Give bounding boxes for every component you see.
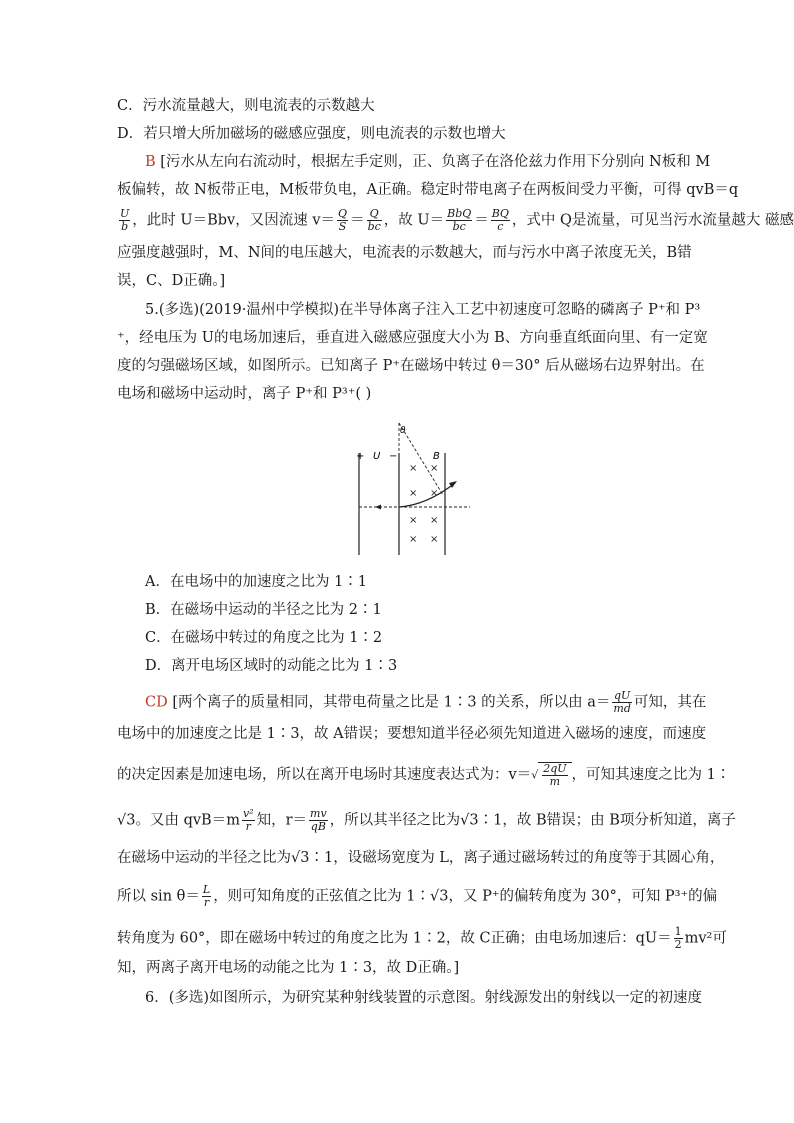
plus-label: + — [356, 451, 365, 462]
cross-mark: × — [430, 463, 439, 474]
answer-5-line-5: 在磁场中运动的半径之比为√3∶1，设磁场宽度为 L，离子通过磁场转过的角度等于其圆心角， — [117, 850, 725, 866]
question-5-line-2: ⁺，经电压为 U的电场加速后，垂直进入磁感应强度大小为 B、方向垂直纸面向里、有一定宽 — [117, 330, 708, 346]
question-5-line-1: 5.(多选)(2019·温州中学模拟)在半导体离子注入工艺中初速度可忽略的磷离子 P⁺和 P³ — [145, 302, 701, 318]
answer-4-label: B — [145, 154, 156, 170]
question-5-line-4: 电场和磁场中运动时，离子 P⁺和 P³⁺( ) — [117, 386, 372, 402]
answer-4-line-1: B [污水从左向右流动时，根据左手定则，正、负离子在洛伦兹力作用下分别向 N板和 M — [145, 154, 711, 170]
answer-4-line-5: 误，C、D正确。] — [117, 273, 226, 289]
answer-4-line-3: $\frac{U}{b}$ ，此时 U＝Bbv，又因流速 v＝ $\frac{Q}{S}$ ＝ $\frac{Q}{bc}$ ，故 U＝ $\frac{\text{BbQ}}{bc}$ ＝ $\frac{BQ}{c}$ ，式中 Q是流量，可见当污水流量越大 磁感 — [120, 207, 794, 233]
answer-5-line-6: 所以 sin θ＝ $\frac{L}{r}$ ，则可知角度的正弦值之比为 1∶√3，又 P⁺的偏转角度为 30°，可知 P³⁺的偏 — [117, 883, 718, 909]
question-6-line-1: 6．(多选)如图所示，为研究某种射线装置的示意图。射线源发出的射线以一定的初速度 — [145, 990, 703, 1006]
option-c: C．在磁场中转过的角度之比为 1∶2 — [145, 630, 383, 646]
cross-mark: × — [409, 463, 418, 474]
option-a: A．在电场中的加速度之比为 1∶1 — [145, 574, 368, 590]
answer-5-label: CD — [145, 694, 168, 711]
minus-label: − — [389, 451, 398, 462]
entry-arrow — [375, 505, 381, 510]
option-c-prev: C．污水流量越大，则电流表的示数越大 — [117, 98, 375, 114]
answer-5-line-3: 的决定因素是加速电场，所以在离开电场时其速度表达式为：v＝√ $\frac{2qU}{m}$ ，可知其速度之比为 1∶ — [117, 762, 731, 788]
b-label: B — [433, 451, 440, 462]
question-5-line-3: 度的匀强磁场区域，如图所示。已知离子 P⁺在磁场中转过 θ＝30° 后从磁场右边界射出。在 — [117, 358, 705, 374]
answer-5-line-7: 转角度为 60°，即在磁场中转过的角度之比为 1∶2，故 C正确；由电场加速后：qU＝ $\frac{1}{2}$ mv²可 — [117, 925, 727, 951]
option-d-prev: D．若只增大所加磁场的磁感应强度，则电流表的示数也增大 — [117, 126, 506, 142]
field-crosses — [409, 463, 438, 545]
physics-figure — [345, 415, 475, 560]
answer-4-line-4: 应强度越强时，M、N间的电压越大，电流表的示数越大，而与污水中离子浓度无关，B错 — [117, 245, 692, 261]
option-d: D．离开电场区域时的动能之比为 1∶3 — [145, 658, 398, 674]
cross-mark: × — [409, 515, 418, 526]
answer-4-line-2: 板偏转，故 N板带正电，M板带负电，A正确。稳定时带电离子在两板间受力平衡，可得 qvB＝q — [117, 182, 739, 198]
cross-mark: × — [430, 488, 439, 499]
answer-5-line-1: CD [两个离子的质量相同，其带电荷量之比是 1∶3 的关系，所以由 a＝ $\frac{qU}{md}$ 可知，其在 — [145, 689, 707, 715]
answer-5-line-2: 电场中的加速度之比是 1∶3，故 A错误；要想知道半径必须先知道进入磁场的速度，而速度 — [117, 726, 707, 742]
answer-5-line-8: 知，两离子离开电场的动能之比为 1∶3，故 D正确。] — [117, 960, 460, 976]
cross-mark: × — [409, 488, 418, 499]
u-label: U — [373, 451, 381, 462]
ion-trajectory — [399, 483, 455, 507]
cross-mark: × — [430, 515, 439, 526]
answer-5-line-4: √3。又由 qvB＝m $\frac{\text{v²}}{r}$ 知，r＝ $\frac{mv}{qB}$ ，所以其半径之比为√3∶1，故 B错误；由 B项分析知道，离子 — [117, 807, 736, 833]
option-b: B．在磁场中运动的半径之比为 2∶1 — [145, 602, 382, 618]
theta-label: θ — [400, 426, 406, 436]
cross-mark: × — [430, 534, 439, 545]
cross-mark: × — [409, 534, 418, 545]
